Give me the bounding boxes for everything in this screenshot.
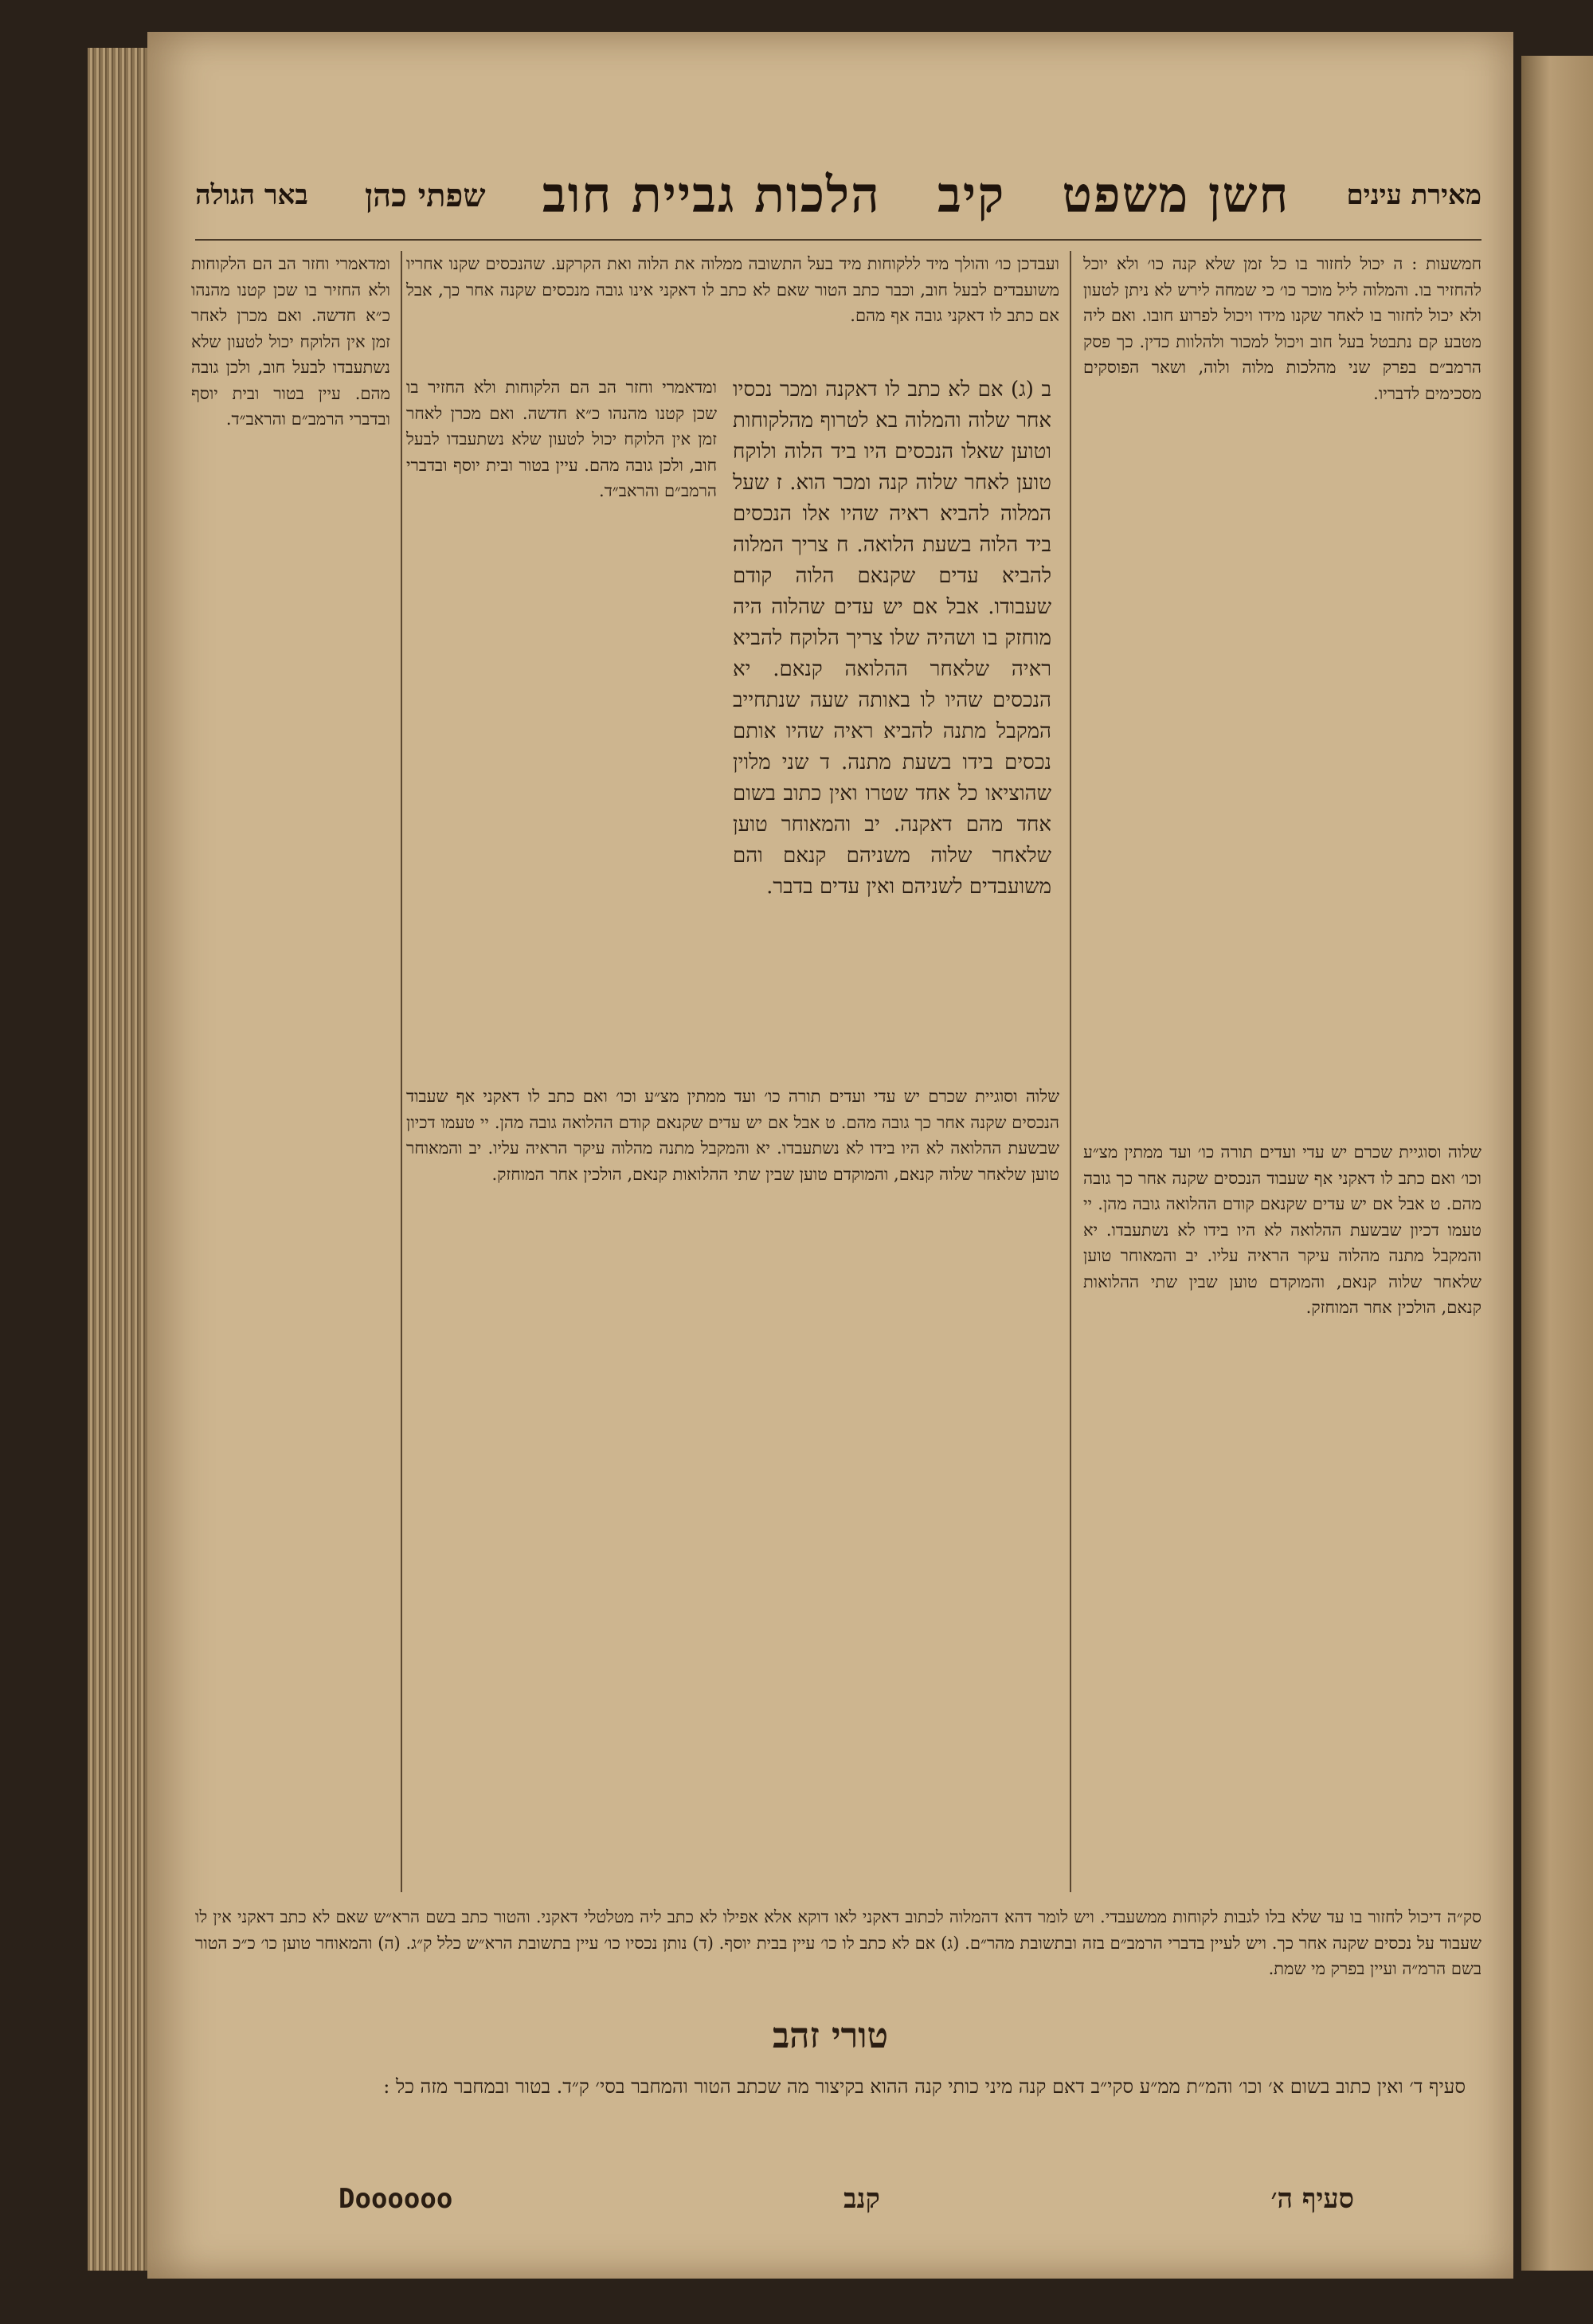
column-divider: [1070, 251, 1071, 1892]
header-folio: קיב: [937, 166, 1006, 224]
facing-page-edge: [1521, 56, 1593, 2271]
taz-section-title: טורי זהב: [772, 2016, 889, 2056]
commentary-bottom-full: סק״ה דיכול לחזור בו עד שלא בלו לגבות לקוחות ממשעבדי. ויש לומר דהא דהמלוה לכתוב דאקני לאו דוקא אלא אפילו לא כתב ליה מטלטלי דאקני. והטור כתב בשם הרא״ש שאם לא כתב דאקני אין לו שעבוד על נכסים שקנה אחר כך. ויש לעיין בדברי הרמב״ם בזה ובתשובת מהר״ם. (ג) אם לא כתב לו כו׳ עיין בבית יוסף. (ד) נותן נכסיו כו׳ עיין בתשובת הרא״ש כלל ק״ג. (ה) והמאוחר טוען כו׳ כ״כ הטור בשם הרמ״ה ועיין בפרק מי שמת.: [195, 1907, 1481, 1979]
footer-left-label: סעיף ה׳: [1270, 2183, 1354, 2215]
commentary-outer-left: ומדאמרי וחזר הב הם הלקוחות ולא החזיר בו שכן קטנו מהנהו כ״א חדשה. ואם מכרן לאחר זמן אין הלוקח יכול לטעון שלא נשתעבדו לבעל חוב, ולכן גובה מהם. עיין בטור ובית יוסף ובדברי הרמב״ם והראב״ד.: [191, 254, 390, 429]
header-title: חשן משפט: [1062, 166, 1290, 224]
page-footer: [339, 2175, 1354, 2223]
main-text-center: ב (ג) אם לא כתב לו דאקנה ומכר נכסיו אחר שלוה והמלוה בא לטרוף מהלקוחות וטוען שאלו הנכסים היו ביד הלוה ולוקח טוען לאחר שלוה קנה ומכר הוא. ז שעל המלוה להביא ראיה שהיו אלו הנכסים ביד הלוה בשעת הלואה. ח צריך המלוה להביא עדים שקנאם הלוה קודם שעבודו. אבל אם יש עדים שהלוה היה מוחזק בו ושהיה שלו צריך הלוקח להביא ראיה שלאחר ההלואה קנאם. יא הנכסים שהיו לו באותה שעה שנתחייב המקבל מתנה להביא ראיה שהיו אותם נכסים בידו בשעת מתנה. ד שני מלוין שהוציאו כל אחד שטרו ואין כתוב בשום אחד מהם דאקנה. יב והמאוחר טוען שלאחר שלוה משניהם קנאם והם משועבדים לשניהם ואין עדים בדבר.: [733, 378, 1051, 899]
header-subtitle: הלכות גביית חוב: [542, 166, 881, 224]
column-divider: [401, 251, 402, 1892]
page-header: [195, 151, 1481, 241]
commentary-inner-left: ומדאמרי וחזר הב הם הלקוחות ולא החזיר בו שכן קטנו מהנהו כ״א חדשה. ואם מכרן לאחר זמן אין הלוקח יכול לטעון שלא נשתעבדו לבעל חוב, ולכן גובה מהם. עיין בטור ובית יוסף ובדברי הרמב״ם והראב״ד.: [406, 378, 717, 501]
header-right-label2: באר הגולה: [195, 179, 308, 211]
header-right-label1: שפתי כהן: [364, 176, 486, 214]
book-page: [147, 32, 1513, 2279]
footer-signature: Doooooo: [339, 2183, 453, 2215]
commentary-top-middle: ועבדכן כו׳ והולך מיד ללקוחות מיד בעל התשובה ממלוה את הלוה ואת הקרקע. שהנכסים שקנו אחריו משועבדים לבעל חוב, וכבר כתב הטור שאם לא כתב לו דאקני אינו גובה מנכסים שקנה אחר כך, אבל אם כתב לו דאקני גובה אף מהם.: [406, 254, 1059, 326]
commentary-middle-lower: שלוה וסוגיית שכרם יש עדי ועדים תורה כו׳ ועד ממתין מצ״ע וכו׳ ואם כתב לו דאקני אף שעבוד הנכסים שקנה אחר כך גובה מהם. ט אבל אם יש עדים שקנאם קודם ההלואה גובה מהן. יי טעמו דכיון שבשעת ההלואה לא היו בידו לא נשתעבדו. יא והמקבל מתנה מהלוה עיקר הראיה עליו. יב והמאוחר טוען שלאחר שלוה קנאם, והמוקדם טוען שבין שתי ההלואות קנאם, הולכין אחר המוחזק.: [406, 1087, 1059, 1184]
commentary-right-lower: שלוה וסוגיית שכרם יש עדי ועדים תורה כו׳ ועד ממתין מצ״ע וכו׳ ואם כתב לו דאקני אף שעבוד הנכסים שקנה אחר כך גובה מהם. ט אבל אם יש עדים שקנאם קודם ההלואה גובה מהן. יי טעמו דכיון שבשעת ההלואה לא היו בידו לא נשתעבדו. יא והמקבל מתנה מהלוה עיקר הראיה עליו. יב והמאוחר טוען שלאחר שלוה קנאם, והמוקדם טוען שבין שתי ההלואות קנאם, הולכין אחר המוחזק.: [1083, 1142, 1481, 1318]
taz-text: סעיף ד׳ ואין כתוב בשום א׳ וכו׳ והמ״ת ממ״ע סקי״ב דאם קנה מיני כותי קנה ההוא בקיצור מה שכתב הטור והמחבר בסי׳ ק״ד. בטור ובמחבר מזה כל :: [383, 2075, 1466, 2098]
book-page-edges: [88, 48, 151, 2271]
footer-mark: קנב: [843, 2183, 880, 2215]
commentary-right-column: חמשעות : ה יכול לחזור בו כל זמן שלא קנה כו׳ ולא יוכל להחזיר בו. והמלוה ליל מוכר כו׳ כי שמחה לירש לא ניתן לטעון ולא יכול לחזור בו לאחר שקנו מידו ויכול לפרוע חובו. ואם ליה מטבע קם נתבטל בעל חוב ויכול למכור ולהלוות כדין. כך פסק הרמב״ם בפרק שני מהלכות מלוה ולוה, ושאר הפוסקים מסכימים לדבריו.: [1083, 254, 1481, 403]
header-left-label: מאירת עינים: [1346, 179, 1481, 211]
